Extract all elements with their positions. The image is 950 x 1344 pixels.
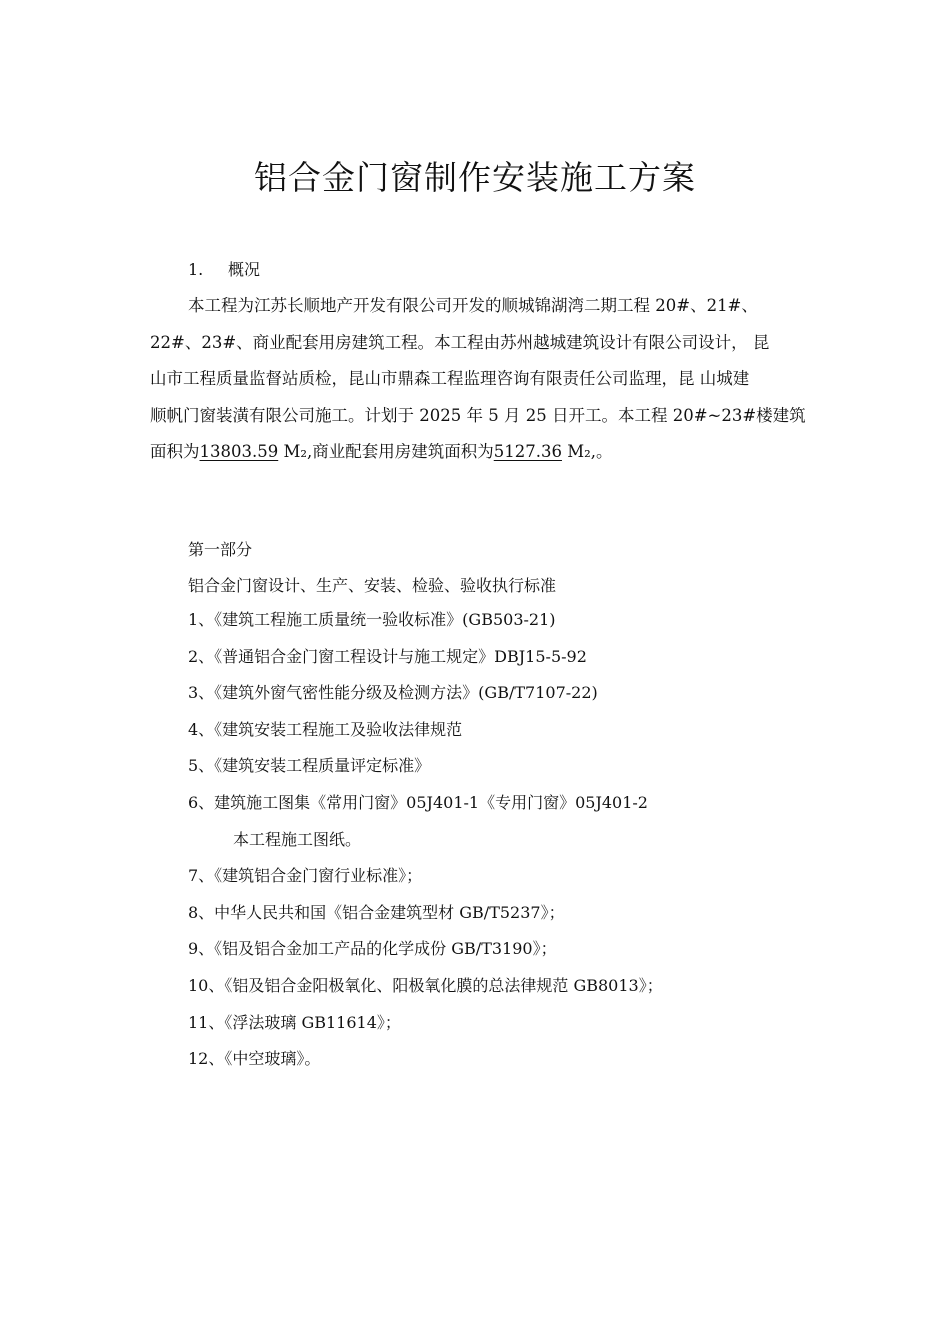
area-unit-text: M₂,商业配套用房建筑面积为 [278,442,494,461]
list-item: 6、建筑施工图集《常用门窗》05J401-1《专用门窗》05J401-2 [188,792,648,812]
list-item-continuation: 本工程施工图纸。 [233,829,362,849]
area-unit-end: M₂,。 [561,442,613,461]
area-value-commercial: 5127.36 [493,442,562,461]
section-title: 概况 [228,260,261,279]
overview-line: 本工程为江苏长顺地产开发有限公司开发的顺城锦湖湾二期工程 20#、21#、 [188,296,758,315]
list-item: 5、《建筑安装工程质量评定标准》 [188,756,431,776]
list-item: 12、《中空玻璃》。 [188,1049,321,1069]
area-value-buildings: 13803.59 [199,442,279,461]
list-item: 2、《普通铝合金门窗工程设计与施工规定》DBJ15-5-92 [188,646,587,666]
overview-line: 顺帆门窗装潢有限公司施工。计划于 2025 年 5 月 25 日开工。本工程 20#~23#楼建筑 [150,405,806,425]
overview-paragraph [150,288,820,471]
list-item: 1、《建筑工程施工质量统一验收标准》(GB503-21) [188,610,556,629]
overview-line-area [150,434,820,471]
document-title: 铝合金门窗制作安装施工方案 [254,158,696,197]
area-prefix: 面积为 [150,442,200,461]
list-item: 8、中华人民共和国《铝合金建筑型材 GB/T5237》； [188,902,565,922]
overview-line: 22#、23#、商业配套用房建筑工程。本工程由苏州越城建筑设计有限公司设计， 昆 [150,332,770,352]
list-item: 4、《建筑安装工程施工及验收法律规范 [188,719,463,739]
section-heading-overview [188,256,260,284]
part-label: 第一部分 [188,540,253,559]
section-number: 1. [188,260,204,279]
overview-line: 山市工程质量监督站质检，昆山市鼎森工程监理咨询有限责任公司监理，昆 山城建 [150,369,750,388]
standards-list [188,602,888,1078]
list-item: 10、《铝及铝合金阳极氧化、阳极氧化膜的总法律规范 GB8013》； [188,975,663,995]
list-item: 7、《建筑铝合金门窗行业标准》； [188,866,423,886]
part-one-block [188,532,556,604]
list-item: 11、《浮法玻璃 GB11614》； [188,1012,401,1032]
list-item: 9、《铝及铝合金加工产品的化学成份 GB/T3190》； [188,939,557,959]
list-item: 3、《建筑外窗气密性能分级及检测方法》(GB/T7107-22) [188,683,598,703]
part-subtitle: 铝合金门窗设计、生产、安装、检验、验收执行标准 [188,576,557,595]
